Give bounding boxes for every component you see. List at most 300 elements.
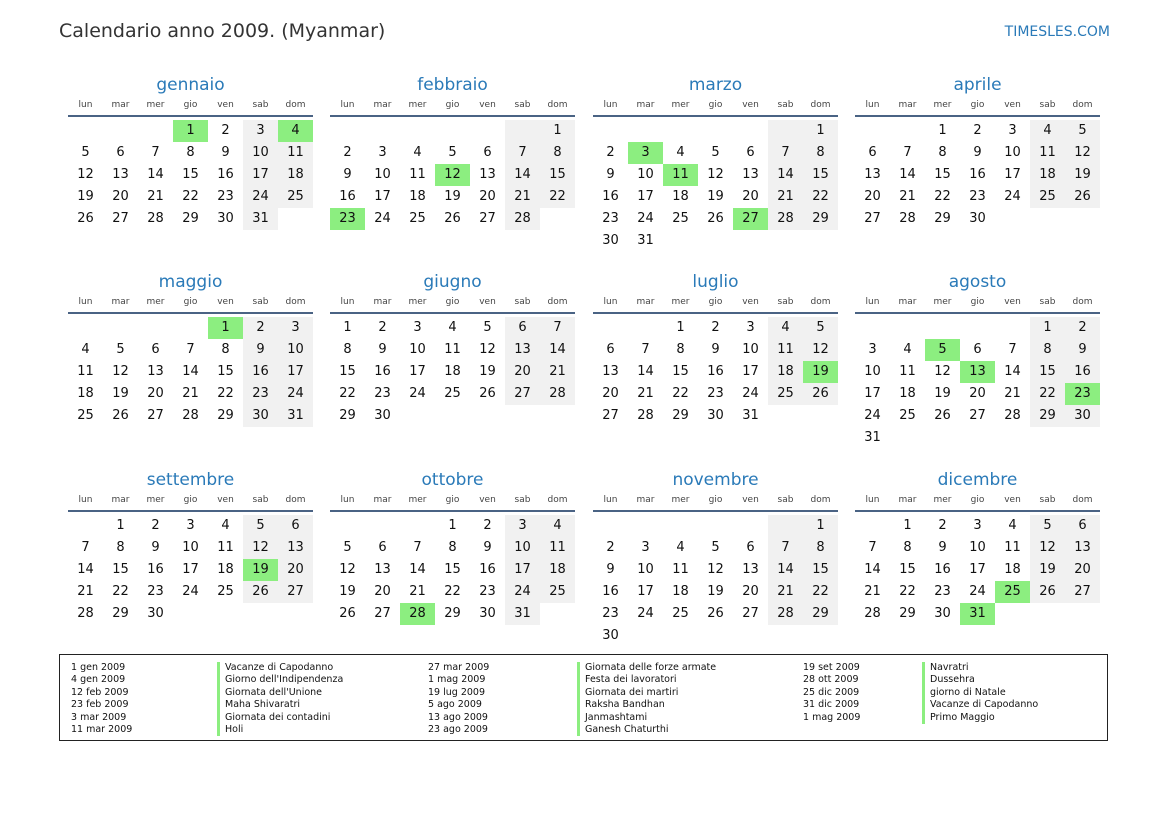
day-cell[interactable]: 4 bbox=[676, 145, 685, 160]
day-cell[interactable]: 1 bbox=[116, 518, 125, 533]
day-cell[interactable]: 2 bbox=[378, 320, 387, 335]
day-cell[interactable]: 14 bbox=[147, 167, 164, 182]
day-cell[interactable]: 10 bbox=[637, 562, 654, 577]
day-cell[interactable]: 12 bbox=[479, 342, 496, 357]
day-cell[interactable]: 19 bbox=[1065, 164, 1100, 186]
day-cell[interactable]: 28 bbox=[147, 211, 164, 226]
day-cell[interactable]: 21 bbox=[409, 584, 426, 599]
day-cell[interactable]: 11 bbox=[77, 364, 94, 379]
day-cell[interactable]: 17 bbox=[182, 562, 199, 577]
day-cell[interactable]: 17 bbox=[1004, 167, 1021, 182]
day-cell[interactable]: 2 bbox=[973, 123, 982, 138]
day-cell[interactable]: 28 bbox=[637, 408, 654, 423]
day-cell[interactable]: 10 bbox=[637, 167, 654, 182]
day-cell[interactable]: 6 bbox=[378, 540, 387, 555]
day-cell[interactable]: 19 bbox=[479, 364, 496, 379]
holiday-day-cell[interactable]: 25 bbox=[995, 581, 1030, 603]
day-cell[interactable]: 26 bbox=[77, 211, 94, 226]
day-cell[interactable]: 9 bbox=[606, 562, 615, 577]
day-cell[interactable]: 22 bbox=[803, 581, 838, 603]
day-cell[interactable]: 25 bbox=[672, 211, 689, 226]
day-cell[interactable]: 9 bbox=[1065, 339, 1100, 361]
day-cell[interactable]: 29 bbox=[803, 208, 838, 230]
day-cell[interactable]: 13 bbox=[112, 167, 129, 182]
day-cell[interactable]: 23 bbox=[374, 386, 391, 401]
day-cell[interactable]: 21 bbox=[77, 584, 94, 599]
day-cell[interactable]: 2 bbox=[243, 317, 278, 339]
day-cell[interactable]: 13 bbox=[742, 562, 759, 577]
day-cell[interactable]: 27 bbox=[969, 408, 986, 423]
brand-link[interactable]: TIMESLES.COM bbox=[1004, 24, 1110, 40]
day-cell[interactable]: 18 bbox=[1004, 562, 1021, 577]
day-cell[interactable]: 30 bbox=[602, 628, 619, 643]
day-cell[interactable]: 1 bbox=[540, 120, 575, 142]
day-cell[interactable]: 24 bbox=[182, 584, 199, 599]
day-cell[interactable]: 13 bbox=[505, 339, 540, 361]
day-cell[interactable]: 20 bbox=[112, 189, 129, 204]
day-cell[interactable]: 27 bbox=[112, 211, 129, 226]
day-cell[interactable]: 23 bbox=[934, 584, 951, 599]
day-cell[interactable]: 6 bbox=[278, 515, 313, 537]
day-cell[interactable]: 12 bbox=[77, 167, 94, 182]
day-cell[interactable]: 6 bbox=[606, 342, 615, 357]
day-cell[interactable]: 27 bbox=[147, 408, 164, 423]
day-cell[interactable]: 16 bbox=[479, 562, 496, 577]
day-cell[interactable]: 1 bbox=[448, 518, 457, 533]
day-cell[interactable]: 11 bbox=[409, 167, 426, 182]
day-cell[interactable]: 6 bbox=[116, 145, 125, 160]
day-cell[interactable]: 26 bbox=[112, 408, 129, 423]
day-cell[interactable]: 2 bbox=[711, 320, 720, 335]
day-cell[interactable]: 14 bbox=[864, 562, 881, 577]
day-cell[interactable]: 8 bbox=[938, 145, 947, 160]
day-cell[interactable]: 7 bbox=[505, 142, 540, 164]
day-cell[interactable]: 4 bbox=[768, 317, 803, 339]
day-cell[interactable]: 21 bbox=[540, 361, 575, 383]
day-cell[interactable]: 26 bbox=[444, 211, 461, 226]
day-cell[interactable]: 8 bbox=[903, 540, 912, 555]
day-cell[interactable]: 3 bbox=[278, 317, 313, 339]
day-cell[interactable]: 21 bbox=[864, 584, 881, 599]
day-cell[interactable]: 27 bbox=[479, 211, 496, 226]
holiday-day-cell[interactable]: 19 bbox=[803, 361, 838, 383]
day-cell[interactable]: 9 bbox=[483, 540, 492, 555]
day-cell[interactable]: 27 bbox=[1065, 581, 1100, 603]
day-cell[interactable]: 14 bbox=[540, 339, 575, 361]
day-cell[interactable]: 29 bbox=[339, 408, 356, 423]
day-cell[interactable]: 2 bbox=[938, 518, 947, 533]
day-cell[interactable]: 4 bbox=[81, 342, 90, 357]
holiday-day-cell[interactable]: 28 bbox=[400, 603, 435, 625]
day-cell[interactable]: 22 bbox=[182, 189, 199, 204]
day-cell[interactable]: 24 bbox=[1004, 189, 1021, 204]
day-cell[interactable]: 23 bbox=[217, 189, 234, 204]
day-cell[interactable]: 5 bbox=[343, 540, 352, 555]
day-cell[interactable]: 29 bbox=[182, 211, 199, 226]
holiday-day-cell[interactable]: 3 bbox=[628, 142, 663, 164]
day-cell[interactable]: 20 bbox=[602, 386, 619, 401]
day-cell[interactable]: 11 bbox=[672, 562, 689, 577]
day-cell[interactable]: 7 bbox=[540, 317, 575, 339]
day-cell[interactable]: 3 bbox=[641, 540, 650, 555]
day-cell[interactable]: 18 bbox=[278, 164, 313, 186]
day-cell[interactable]: 30 bbox=[1065, 405, 1100, 427]
day-cell[interactable]: 16 bbox=[1065, 361, 1100, 383]
day-cell[interactable]: 19 bbox=[707, 189, 724, 204]
day-cell[interactable]: 7 bbox=[413, 540, 422, 555]
day-cell[interactable]: 11 bbox=[444, 342, 461, 357]
day-cell[interactable]: 29 bbox=[1030, 405, 1065, 427]
holiday-day-cell[interactable]: 31 bbox=[960, 603, 995, 625]
day-cell[interactable]: 21 bbox=[768, 581, 803, 603]
day-cell[interactable]: 7 bbox=[186, 342, 195, 357]
day-cell[interactable]: 21 bbox=[505, 186, 540, 208]
day-cell[interactable]: 16 bbox=[707, 364, 724, 379]
day-cell[interactable]: 1 bbox=[343, 320, 352, 335]
day-cell[interactable]: 9 bbox=[711, 342, 720, 357]
day-cell[interactable]: 14 bbox=[505, 164, 540, 186]
day-cell[interactable]: 13 bbox=[479, 167, 496, 182]
day-cell[interactable]: 25 bbox=[540, 581, 575, 603]
day-cell[interactable]: 21 bbox=[182, 386, 199, 401]
day-cell[interactable]: 10 bbox=[243, 142, 278, 164]
day-cell[interactable]: 22 bbox=[444, 584, 461, 599]
day-cell[interactable]: 18 bbox=[77, 386, 94, 401]
day-cell[interactable]: 30 bbox=[243, 405, 278, 427]
day-cell[interactable]: 26 bbox=[934, 408, 951, 423]
day-cell[interactable]: 29 bbox=[899, 606, 916, 621]
day-cell[interactable]: 28 bbox=[505, 208, 540, 230]
day-cell[interactable]: 20 bbox=[742, 584, 759, 599]
day-cell[interactable]: 27 bbox=[864, 211, 881, 226]
day-cell[interactable]: 24 bbox=[278, 383, 313, 405]
day-cell[interactable]: 22 bbox=[112, 584, 129, 599]
day-cell[interactable]: 12 bbox=[934, 364, 951, 379]
day-cell[interactable]: 28 bbox=[182, 408, 199, 423]
day-cell[interactable]: 12 bbox=[243, 537, 278, 559]
day-cell[interactable]: 14 bbox=[1004, 364, 1021, 379]
day-cell[interactable]: 5 bbox=[243, 515, 278, 537]
day-cell[interactable]: 18 bbox=[672, 189, 689, 204]
day-cell[interactable]: 21 bbox=[637, 386, 654, 401]
day-cell[interactable]: 8 bbox=[803, 142, 838, 164]
day-cell[interactable]: 24 bbox=[742, 386, 759, 401]
day-cell[interactable]: 30 bbox=[217, 211, 234, 226]
day-cell[interactable]: 29 bbox=[672, 408, 689, 423]
day-cell[interactable]: 18 bbox=[217, 562, 234, 577]
day-cell[interactable]: 18 bbox=[672, 584, 689, 599]
day-cell[interactable]: 27 bbox=[602, 408, 619, 423]
day-cell[interactable]: 14 bbox=[409, 562, 426, 577]
day-cell[interactable]: 22 bbox=[934, 189, 951, 204]
holiday-day-cell[interactable]: 12 bbox=[435, 164, 470, 186]
day-cell[interactable]: 30 bbox=[147, 606, 164, 621]
day-cell[interactable]: 12 bbox=[112, 364, 129, 379]
day-cell[interactable]: 8 bbox=[448, 540, 457, 555]
day-cell[interactable]: 5 bbox=[1030, 515, 1065, 537]
day-cell[interactable]: 29 bbox=[803, 603, 838, 625]
day-cell[interactable]: 11 bbox=[899, 364, 916, 379]
day-cell[interactable]: 26 bbox=[707, 606, 724, 621]
day-cell[interactable]: 10 bbox=[505, 537, 540, 559]
day-cell[interactable]: 12 bbox=[707, 562, 724, 577]
day-cell[interactable]: 17 bbox=[864, 386, 881, 401]
day-cell[interactable]: 9 bbox=[243, 339, 278, 361]
day-cell[interactable]: 24 bbox=[864, 408, 881, 423]
day-cell[interactable]: 8 bbox=[676, 342, 685, 357]
day-cell[interactable]: 31 bbox=[742, 408, 759, 423]
day-cell[interactable]: 25 bbox=[409, 211, 426, 226]
day-cell[interactable]: 1 bbox=[803, 120, 838, 142]
day-cell[interactable]: 30 bbox=[934, 606, 951, 621]
day-cell[interactable]: 21 bbox=[147, 189, 164, 204]
day-cell[interactable]: 7 bbox=[768, 142, 803, 164]
day-cell[interactable]: 14 bbox=[77, 562, 94, 577]
day-cell[interactable]: 10 bbox=[278, 339, 313, 361]
day-cell[interactable]: 12 bbox=[1030, 537, 1065, 559]
day-cell[interactable]: 23 bbox=[707, 386, 724, 401]
day-cell[interactable]: 23 bbox=[243, 383, 278, 405]
day-cell[interactable]: 26 bbox=[339, 606, 356, 621]
day-cell[interactable]: 22 bbox=[1030, 383, 1065, 405]
day-cell[interactable]: 18 bbox=[409, 189, 426, 204]
day-cell[interactable]: 20 bbox=[1065, 559, 1100, 581]
day-cell[interactable]: 18 bbox=[540, 559, 575, 581]
day-cell[interactable]: 17 bbox=[409, 364, 426, 379]
day-cell[interactable]: 10 bbox=[864, 364, 881, 379]
day-cell[interactable]: 18 bbox=[899, 386, 916, 401]
day-cell[interactable]: 6 bbox=[973, 342, 982, 357]
day-cell[interactable]: 28 bbox=[1004, 408, 1021, 423]
day-cell[interactable]: 30 bbox=[969, 211, 986, 226]
day-cell[interactable]: 31 bbox=[864, 430, 881, 445]
day-cell[interactable]: 16 bbox=[147, 562, 164, 577]
holiday-day-cell[interactable]: 23 bbox=[1065, 383, 1100, 405]
day-cell[interactable]: 29 bbox=[934, 211, 951, 226]
day-cell[interactable]: 24 bbox=[637, 211, 654, 226]
day-cell[interactable]: 16 bbox=[602, 584, 619, 599]
day-cell[interactable]: 3 bbox=[186, 518, 195, 533]
holiday-day-cell[interactable]: 13 bbox=[960, 361, 995, 383]
day-cell[interactable]: 31 bbox=[278, 405, 313, 427]
day-cell[interactable]: 10 bbox=[374, 167, 391, 182]
day-cell[interactable]: 20 bbox=[864, 189, 881, 204]
day-cell[interactable]: 29 bbox=[217, 408, 234, 423]
day-cell[interactable]: 15 bbox=[112, 562, 129, 577]
day-cell[interactable]: 25 bbox=[77, 408, 94, 423]
day-cell[interactable]: 28 bbox=[768, 603, 803, 625]
day-cell[interactable]: 14 bbox=[768, 164, 803, 186]
day-cell[interactable]: 7 bbox=[768, 537, 803, 559]
day-cell[interactable]: 15 bbox=[444, 562, 461, 577]
day-cell[interactable]: 22 bbox=[217, 386, 234, 401]
day-cell[interactable]: 26 bbox=[707, 211, 724, 226]
day-cell[interactable]: 11 bbox=[1030, 142, 1065, 164]
day-cell[interactable]: 9 bbox=[938, 540, 947, 555]
day-cell[interactable]: 27 bbox=[278, 581, 313, 603]
day-cell[interactable]: 9 bbox=[343, 167, 352, 182]
day-cell[interactable]: 24 bbox=[409, 386, 426, 401]
day-cell[interactable]: 5 bbox=[483, 320, 492, 335]
day-cell[interactable]: 23 bbox=[479, 584, 496, 599]
day-cell[interactable]: 6 bbox=[505, 317, 540, 339]
day-cell[interactable]: 30 bbox=[707, 408, 724, 423]
day-cell[interactable]: 4 bbox=[903, 342, 912, 357]
day-cell[interactable]: 25 bbox=[278, 186, 313, 208]
day-cell[interactable]: 19 bbox=[707, 584, 724, 599]
day-cell[interactable]: 5 bbox=[116, 342, 125, 357]
day-cell[interactable]: 4 bbox=[413, 145, 422, 160]
day-cell[interactable]: 1 bbox=[1030, 317, 1065, 339]
day-cell[interactable]: 24 bbox=[969, 584, 986, 599]
day-cell[interactable]: 20 bbox=[147, 386, 164, 401]
day-cell[interactable]: 11 bbox=[1004, 540, 1021, 555]
day-cell[interactable]: 24 bbox=[374, 211, 391, 226]
day-cell[interactable]: 10 bbox=[182, 540, 199, 555]
day-cell[interactable]: 13 bbox=[742, 167, 759, 182]
day-cell[interactable]: 5 bbox=[81, 145, 90, 160]
day-cell[interactable]: 30 bbox=[602, 233, 619, 248]
day-cell[interactable]: 12 bbox=[803, 339, 838, 361]
day-cell[interactable]: 21 bbox=[1004, 386, 1021, 401]
day-cell[interactable]: 4 bbox=[1008, 518, 1017, 533]
day-cell[interactable]: 22 bbox=[803, 186, 838, 208]
day-cell[interactable]: 7 bbox=[641, 342, 650, 357]
day-cell[interactable]: 28 bbox=[899, 211, 916, 226]
day-cell[interactable]: 17 bbox=[637, 189, 654, 204]
day-cell[interactable]: 19 bbox=[934, 386, 951, 401]
day-cell[interactable]: 20 bbox=[969, 386, 986, 401]
day-cell[interactable]: 16 bbox=[339, 189, 356, 204]
day-cell[interactable]: 4 bbox=[676, 540, 685, 555]
day-cell[interactable]: 17 bbox=[637, 584, 654, 599]
day-cell[interactable]: 6 bbox=[151, 342, 160, 357]
day-cell[interactable]: 18 bbox=[444, 364, 461, 379]
day-cell[interactable]: 6 bbox=[746, 145, 755, 160]
day-cell[interactable]: 30 bbox=[374, 408, 391, 423]
day-cell[interactable]: 7 bbox=[868, 540, 877, 555]
day-cell[interactable]: 16 bbox=[217, 167, 234, 182]
day-cell[interactable]: 25 bbox=[444, 386, 461, 401]
day-cell[interactable]: 18 bbox=[768, 361, 803, 383]
day-cell[interactable]: 17 bbox=[505, 559, 540, 581]
day-cell[interactable]: 21 bbox=[899, 189, 916, 204]
day-cell[interactable]: 8 bbox=[1030, 339, 1065, 361]
day-cell[interactable]: 8 bbox=[186, 145, 195, 160]
day-cell[interactable]: 14 bbox=[899, 167, 916, 182]
day-cell[interactable]: 8 bbox=[803, 537, 838, 559]
day-cell[interactable]: 11 bbox=[278, 142, 313, 164]
day-cell[interactable]: 7 bbox=[151, 145, 160, 160]
day-cell[interactable]: 26 bbox=[1065, 186, 1100, 208]
day-cell[interactable]: 27 bbox=[374, 606, 391, 621]
day-cell[interactable]: 7 bbox=[903, 145, 912, 160]
day-cell[interactable]: 5 bbox=[1065, 120, 1100, 142]
day-cell[interactable]: 22 bbox=[339, 386, 356, 401]
day-cell[interactable]: 2 bbox=[343, 145, 352, 160]
day-cell[interactable]: 3 bbox=[973, 518, 982, 533]
day-cell[interactable]: 13 bbox=[278, 537, 313, 559]
day-cell[interactable]: 28 bbox=[540, 383, 575, 405]
day-cell[interactable]: 26 bbox=[1030, 581, 1065, 603]
day-cell[interactable]: 15 bbox=[1030, 361, 1065, 383]
day-cell[interactable]: 15 bbox=[672, 364, 689, 379]
day-cell[interactable]: 25 bbox=[1030, 186, 1065, 208]
day-cell[interactable]: 12 bbox=[707, 167, 724, 182]
day-cell[interactable]: 23 bbox=[969, 189, 986, 204]
day-cell[interactable]: 19 bbox=[77, 189, 94, 204]
day-cell[interactable]: 3 bbox=[746, 320, 755, 335]
day-cell[interactable]: 11 bbox=[768, 339, 803, 361]
day-cell[interactable]: 29 bbox=[112, 606, 129, 621]
day-cell[interactable]: 24 bbox=[637, 606, 654, 621]
day-cell[interactable]: 13 bbox=[147, 364, 164, 379]
day-cell[interactable]: 19 bbox=[1030, 559, 1065, 581]
day-cell[interactable]: 26 bbox=[803, 383, 838, 405]
day-cell[interactable]: 29 bbox=[444, 606, 461, 621]
day-cell[interactable]: 4 bbox=[448, 320, 457, 335]
day-cell[interactable]: 15 bbox=[217, 364, 234, 379]
day-cell[interactable]: 1 bbox=[938, 123, 947, 138]
day-cell[interactable]: 23 bbox=[147, 584, 164, 599]
day-cell[interactable]: 5 bbox=[803, 317, 838, 339]
holiday-day-cell[interactable]: 11 bbox=[663, 164, 698, 186]
day-cell[interactable]: 16 bbox=[969, 167, 986, 182]
day-cell[interactable]: 2 bbox=[1065, 317, 1100, 339]
day-cell[interactable]: 2 bbox=[483, 518, 492, 533]
day-cell[interactable]: 16 bbox=[934, 562, 951, 577]
day-cell[interactable]: 31 bbox=[505, 603, 540, 625]
day-cell[interactable]: 20 bbox=[374, 584, 391, 599]
holiday-day-cell[interactable]: 19 bbox=[243, 559, 278, 581]
day-cell[interactable]: 7 bbox=[1008, 342, 1017, 357]
day-cell[interactable]: 3 bbox=[1008, 123, 1017, 138]
day-cell[interactable]: 9 bbox=[973, 145, 982, 160]
day-cell[interactable]: 3 bbox=[378, 145, 387, 160]
day-cell[interactable]: 6 bbox=[868, 145, 877, 160]
day-cell[interactable]: 15 bbox=[803, 164, 838, 186]
day-cell[interactable]: 2 bbox=[606, 540, 615, 555]
day-cell[interactable]: 13 bbox=[864, 167, 881, 182]
day-cell[interactable]: 31 bbox=[637, 233, 654, 248]
day-cell[interactable]: 14 bbox=[637, 364, 654, 379]
day-cell[interactable]: 17 bbox=[969, 562, 986, 577]
day-cell[interactable]: 23 bbox=[602, 211, 619, 226]
day-cell[interactable]: 2 bbox=[151, 518, 160, 533]
day-cell[interactable]: 10 bbox=[409, 342, 426, 357]
day-cell[interactable]: 22 bbox=[540, 186, 575, 208]
day-cell[interactable]: 20 bbox=[278, 559, 313, 581]
day-cell[interactable]: 30 bbox=[479, 606, 496, 621]
day-cell[interactable]: 28 bbox=[77, 606, 94, 621]
day-cell[interactable]: 1 bbox=[676, 320, 685, 335]
day-cell[interactable]: 4 bbox=[540, 515, 575, 537]
day-cell[interactable]: 7 bbox=[81, 540, 90, 555]
day-cell[interactable]: 9 bbox=[378, 342, 387, 357]
day-cell[interactable]: 10 bbox=[742, 342, 759, 357]
day-cell[interactable]: 17 bbox=[278, 361, 313, 383]
day-cell[interactable]: 22 bbox=[672, 386, 689, 401]
day-cell[interactable]: 13 bbox=[374, 562, 391, 577]
day-cell[interactable]: 13 bbox=[602, 364, 619, 379]
day-cell[interactable]: 27 bbox=[505, 383, 540, 405]
holiday-day-cell[interactable]: 5 bbox=[925, 339, 960, 361]
day-cell[interactable]: 9 bbox=[221, 145, 230, 160]
day-cell[interactable]: 1 bbox=[803, 515, 838, 537]
day-cell[interactable]: 5 bbox=[711, 540, 720, 555]
day-cell[interactable]: 6 bbox=[1065, 515, 1100, 537]
day-cell[interactable]: 5 bbox=[711, 145, 720, 160]
